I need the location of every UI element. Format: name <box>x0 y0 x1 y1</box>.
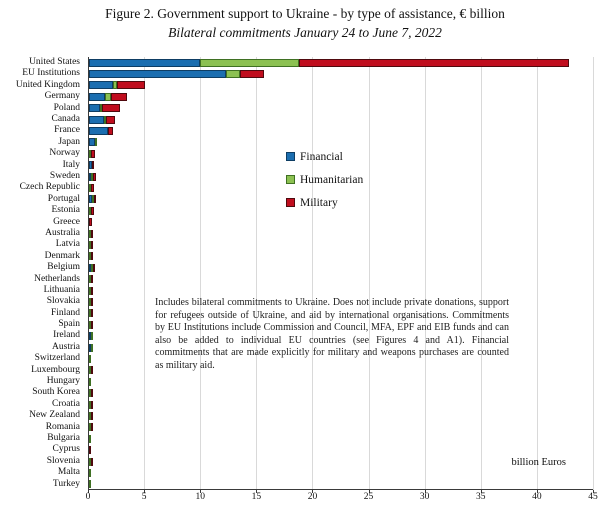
bar-row <box>89 469 91 477</box>
bar-row <box>89 423 93 431</box>
country-label: Norway <box>49 148 80 159</box>
bar-segment-humanitarian <box>89 378 91 386</box>
country-label: New Zealand <box>29 410 80 421</box>
country-label: Luxembourg <box>31 364 80 375</box>
y-axis-country-labels <box>0 57 84 490</box>
x-tick-label-15: 15 <box>251 492 262 502</box>
bar-row <box>89 389 93 397</box>
country-label: EU Institutions <box>22 68 80 79</box>
bar-segment-financial <box>89 116 104 124</box>
country-label: Switzerland <box>34 353 80 364</box>
bar-segment-humanitarian <box>89 480 91 488</box>
bar-segment-financial <box>89 127 108 135</box>
bar-row <box>89 287 93 295</box>
bar-segment-military <box>89 446 91 454</box>
country-label: Portugal <box>47 193 80 204</box>
bar-row <box>89 150 95 158</box>
country-label: Malta <box>57 467 80 478</box>
country-label: Slovakia <box>46 296 80 307</box>
bar-row <box>89 435 91 443</box>
x-tick-label-5: 5 <box>141 492 147 502</box>
bar-segment-humanitarian <box>105 93 112 101</box>
legend-label: Military <box>300 196 338 209</box>
country-label: Austria <box>52 341 80 352</box>
bar-segment-military <box>91 207 94 215</box>
bar-row <box>89 93 127 101</box>
bar-row <box>89 161 94 169</box>
bar-row <box>89 412 93 420</box>
bar-row <box>89 458 93 466</box>
country-label: United Kingdom <box>15 79 80 90</box>
bar-segment-military <box>91 241 93 249</box>
bar-row <box>89 275 93 283</box>
legend-item-military <box>286 195 363 210</box>
bar-segment-military <box>91 389 93 397</box>
bar-row <box>89 321 93 329</box>
bar-segment-humanitarian <box>91 344 93 352</box>
bar-segment-military <box>89 218 92 226</box>
country-label: Sweden <box>49 170 80 181</box>
bar-segment-military <box>117 81 145 89</box>
bar-segment-military <box>91 230 93 238</box>
gridline-30 <box>425 57 426 490</box>
country-label: Czech Republic <box>19 182 80 193</box>
legend-label: Financial <box>300 150 343 163</box>
country-label: Finland <box>50 307 80 318</box>
bar-row <box>89 116 115 124</box>
country-label: Turkey <box>52 478 80 489</box>
bar-row <box>89 127 113 135</box>
bar-row <box>89 480 91 488</box>
x-tick-label-10: 10 <box>195 492 205 502</box>
chart-legend <box>286 149 363 218</box>
country-label: Canada <box>51 113 80 124</box>
bar-segment-military <box>91 275 93 283</box>
gridline-40 <box>537 57 538 490</box>
bar-segment-financial <box>89 93 105 101</box>
bar-segment-financial <box>89 70 226 78</box>
bar-segment-military <box>91 423 93 431</box>
legend-swatch-humanitarian <box>286 175 295 184</box>
axis-unit-label: billion Euros <box>511 457 566 468</box>
bar-segment-military <box>240 70 264 78</box>
x-tick-label-25: 25 <box>363 492 374 502</box>
gridline-45 <box>593 57 594 490</box>
bar-segment-military <box>91 401 93 409</box>
country-label: Ireland <box>53 330 80 341</box>
country-label: South Korea <box>32 387 80 398</box>
country-label: Italy <box>62 159 80 170</box>
bar-segment-financial <box>89 59 200 67</box>
gridline-15 <box>256 57 257 490</box>
country-label: Bulgaria <box>47 433 80 444</box>
bar-segment-humanitarian <box>89 355 91 363</box>
gridline-25 <box>369 57 370 490</box>
bar-segment-financial <box>89 104 100 112</box>
x-tick-label-0: 0 <box>85 492 91 502</box>
bar-segment-military <box>94 195 96 203</box>
country-label: Estonia <box>51 205 80 216</box>
bar-segment-military <box>91 252 93 260</box>
country-label: Germany <box>44 91 80 102</box>
legend-swatch-military <box>286 198 295 207</box>
bar-segment-military <box>102 104 120 112</box>
bar-row <box>89 218 92 226</box>
bar-segment-humanitarian <box>226 70 241 78</box>
bar-segment-military <box>92 161 94 169</box>
bar-segment-humanitarian <box>89 469 91 477</box>
bar-segment-military <box>91 412 93 420</box>
bar-segment-humanitarian <box>91 332 93 340</box>
bar-segment-humanitarian <box>95 138 97 146</box>
gridline-10 <box>200 57 201 490</box>
bar-row <box>89 173 96 181</box>
bar-segment-military <box>108 127 112 135</box>
country-label: Japan <box>58 136 80 147</box>
legend-item-humanitarian <box>286 172 363 187</box>
bar-row <box>89 207 94 215</box>
annotation-note: Includes bilateral commitments to Ukraine. Does not include private donations, support for refugees outside of Ukraine, and aid by international organisations. Commitments by EU Institutions include Commission and Council, MFA, EPF and EIB funds and can also be added to individual EU countries (see Figures 4 and A1). Financial commitments that are made explicitly for military and weapons purchases are counted as military aid. <box>155 297 509 371</box>
bar-row <box>89 366 93 374</box>
bar-segment-military <box>91 321 93 329</box>
country-label: Denmark <box>44 250 80 261</box>
gridline-5 <box>144 57 145 490</box>
bar-segment-military <box>91 298 93 306</box>
bar-row <box>89 104 120 112</box>
country-label: Cyprus <box>52 444 80 455</box>
bar-segment-military <box>91 287 93 295</box>
bar-row <box>89 230 93 238</box>
figure-title: Figure 2. Government support to Ukraine - by type of assistance, € billion <box>105 6 505 21</box>
plot-area <box>88 57 593 490</box>
bar-segment-military <box>91 458 93 466</box>
gridline-35 <box>481 57 482 490</box>
bar-segment-military <box>91 366 93 374</box>
bar-segment-financial <box>89 81 113 89</box>
bar-row <box>89 355 91 363</box>
bar-row <box>89 59 569 67</box>
bar-row <box>89 81 145 89</box>
bar-row <box>89 241 93 249</box>
x-tick-label-35: 35 <box>476 492 486 502</box>
bar-row <box>89 264 95 272</box>
x-axis-line <box>88 489 593 490</box>
bar-row <box>89 446 91 454</box>
x-tick-label-45: 45 <box>588 492 598 502</box>
country-label: Australia <box>45 227 80 238</box>
bar-row <box>89 344 93 352</box>
x-axis-tick-labels <box>85 492 598 506</box>
country-label: Hungary <box>46 376 80 387</box>
bar-row <box>89 378 91 386</box>
figure-subtitle: Bilateral commitments January 24 to June 7, 2022 <box>168 25 442 40</box>
bar-segment-military <box>91 309 93 317</box>
country-label: Greece <box>53 216 80 227</box>
bar-segment-military <box>93 264 95 272</box>
bar-segment-military <box>106 116 115 124</box>
bar-segment-humanitarian <box>89 435 91 443</box>
legend-swatch-financial <box>286 152 295 161</box>
country-label: Poland <box>53 102 80 113</box>
bar-row <box>89 332 93 340</box>
legend-label: Humanitarian <box>300 173 364 186</box>
country-label: Belgium <box>47 262 80 273</box>
bar-row <box>89 309 93 317</box>
country-label: Slovenia <box>46 455 80 466</box>
bar-segment-military <box>111 93 127 101</box>
bar-segment-military <box>91 150 95 158</box>
bar-row <box>89 195 96 203</box>
country-label: United States <box>29 57 80 67</box>
country-label: Romania <box>45 421 80 432</box>
gridline-20 <box>312 57 313 490</box>
bar-row <box>89 401 93 409</box>
x-tick-label-30: 30 <box>419 492 430 502</box>
country-label: Netherlands <box>34 273 80 284</box>
x-tick-label-20: 20 <box>307 492 318 502</box>
country-label: France <box>54 125 80 136</box>
country-label: Croatia <box>52 398 80 409</box>
bar-segment-humanitarian <box>200 59 299 67</box>
bar-row <box>89 70 264 78</box>
bar-segment-military <box>299 59 569 67</box>
legend-item-financial <box>286 149 363 164</box>
country-label: Spain <box>58 319 80 330</box>
bar-row <box>89 298 93 306</box>
bar-row <box>89 184 94 192</box>
bar-segment-military <box>91 184 94 192</box>
bar-segment-military <box>93 173 96 181</box>
x-tick-label-40: 40 <box>532 492 542 502</box>
country-label: Latvia <box>55 239 80 250</box>
bar-row <box>89 138 97 146</box>
country-label: Lithuania <box>43 284 80 295</box>
bar-row <box>89 252 93 260</box>
